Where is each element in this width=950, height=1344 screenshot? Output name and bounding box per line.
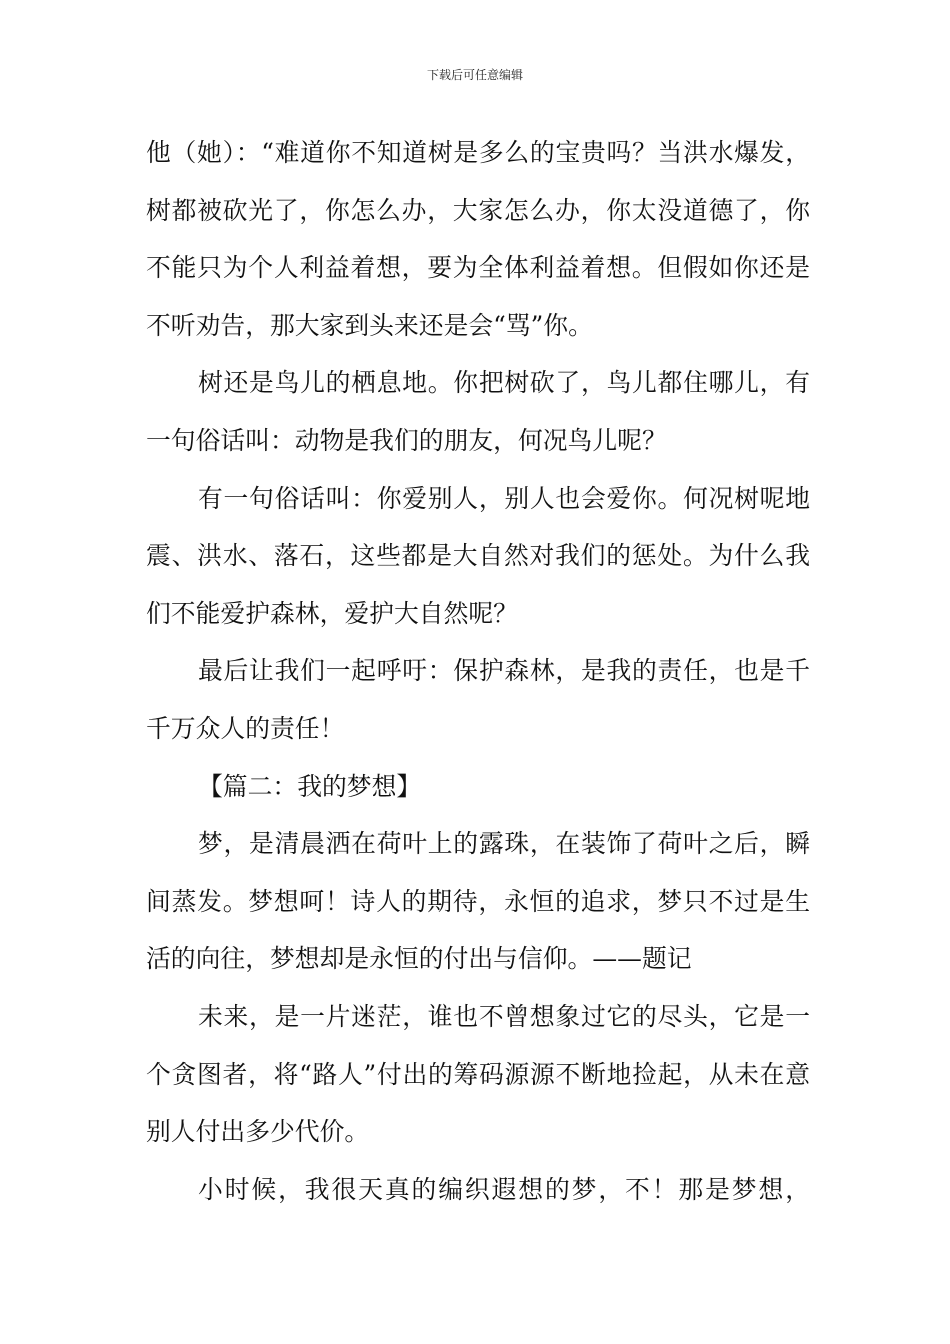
paragraph-1: 他（她）：“难道你不知道树是多么的宝贵吗？当洪水爆发，树都被砍光了，你怎么办，大家怎么办，你太没道德了，你不能只为个人利益着想，要为全体利益着想。但假如你还是不听劝告，那大家到头来还是会“骂”你。 bbox=[146, 138, 810, 340]
paragraph-2: 树还是鸟儿的栖息地。你把树砍了，鸟儿都住哪儿，有一句俗话叫：动物是我们的朋友，何况鸟儿呢？ bbox=[146, 368, 810, 455]
document-body bbox=[146, 124, 810, 1218]
paragraph-7: 小时候，我很天真的编织遐想的梦，不！那是梦想， bbox=[198, 1174, 810, 1204]
paragraph-5: 梦，是清晨洒在荷叶上的露珠，在装饰了荷叶之后，瞬间蒸发。梦想呵！诗人的期待，永恒的追求，梦只不过是生活的向往，梦想却是永恒的付出与信仰。——题记 bbox=[146, 829, 810, 974]
paragraph-6: 未来，是一片迷茫，谁也不曾想象过它的尽头，它是一个贪图者，将“路人”付出的筹码源源不断地捡起，从未在意别人付出多少代价。 bbox=[146, 1001, 810, 1147]
paragraph-4: 最后让我们一起呼吁：保护森林，是我的责任，也是千千万众人的责任！ bbox=[146, 656, 810, 743]
page-header-note: 下载后可任意编辑 bbox=[426, 68, 523, 82]
paragraph-3: 有一句俗话叫：你爱别人，别人也会爱你。何况树呢地震、洪水、落石，这些都是大自然对我们的惩处。为什么我们不能爱护森林，爱护大自然呢？ bbox=[146, 483, 810, 628]
section-heading: 【篇二：我的梦想】 bbox=[198, 771, 422, 801]
